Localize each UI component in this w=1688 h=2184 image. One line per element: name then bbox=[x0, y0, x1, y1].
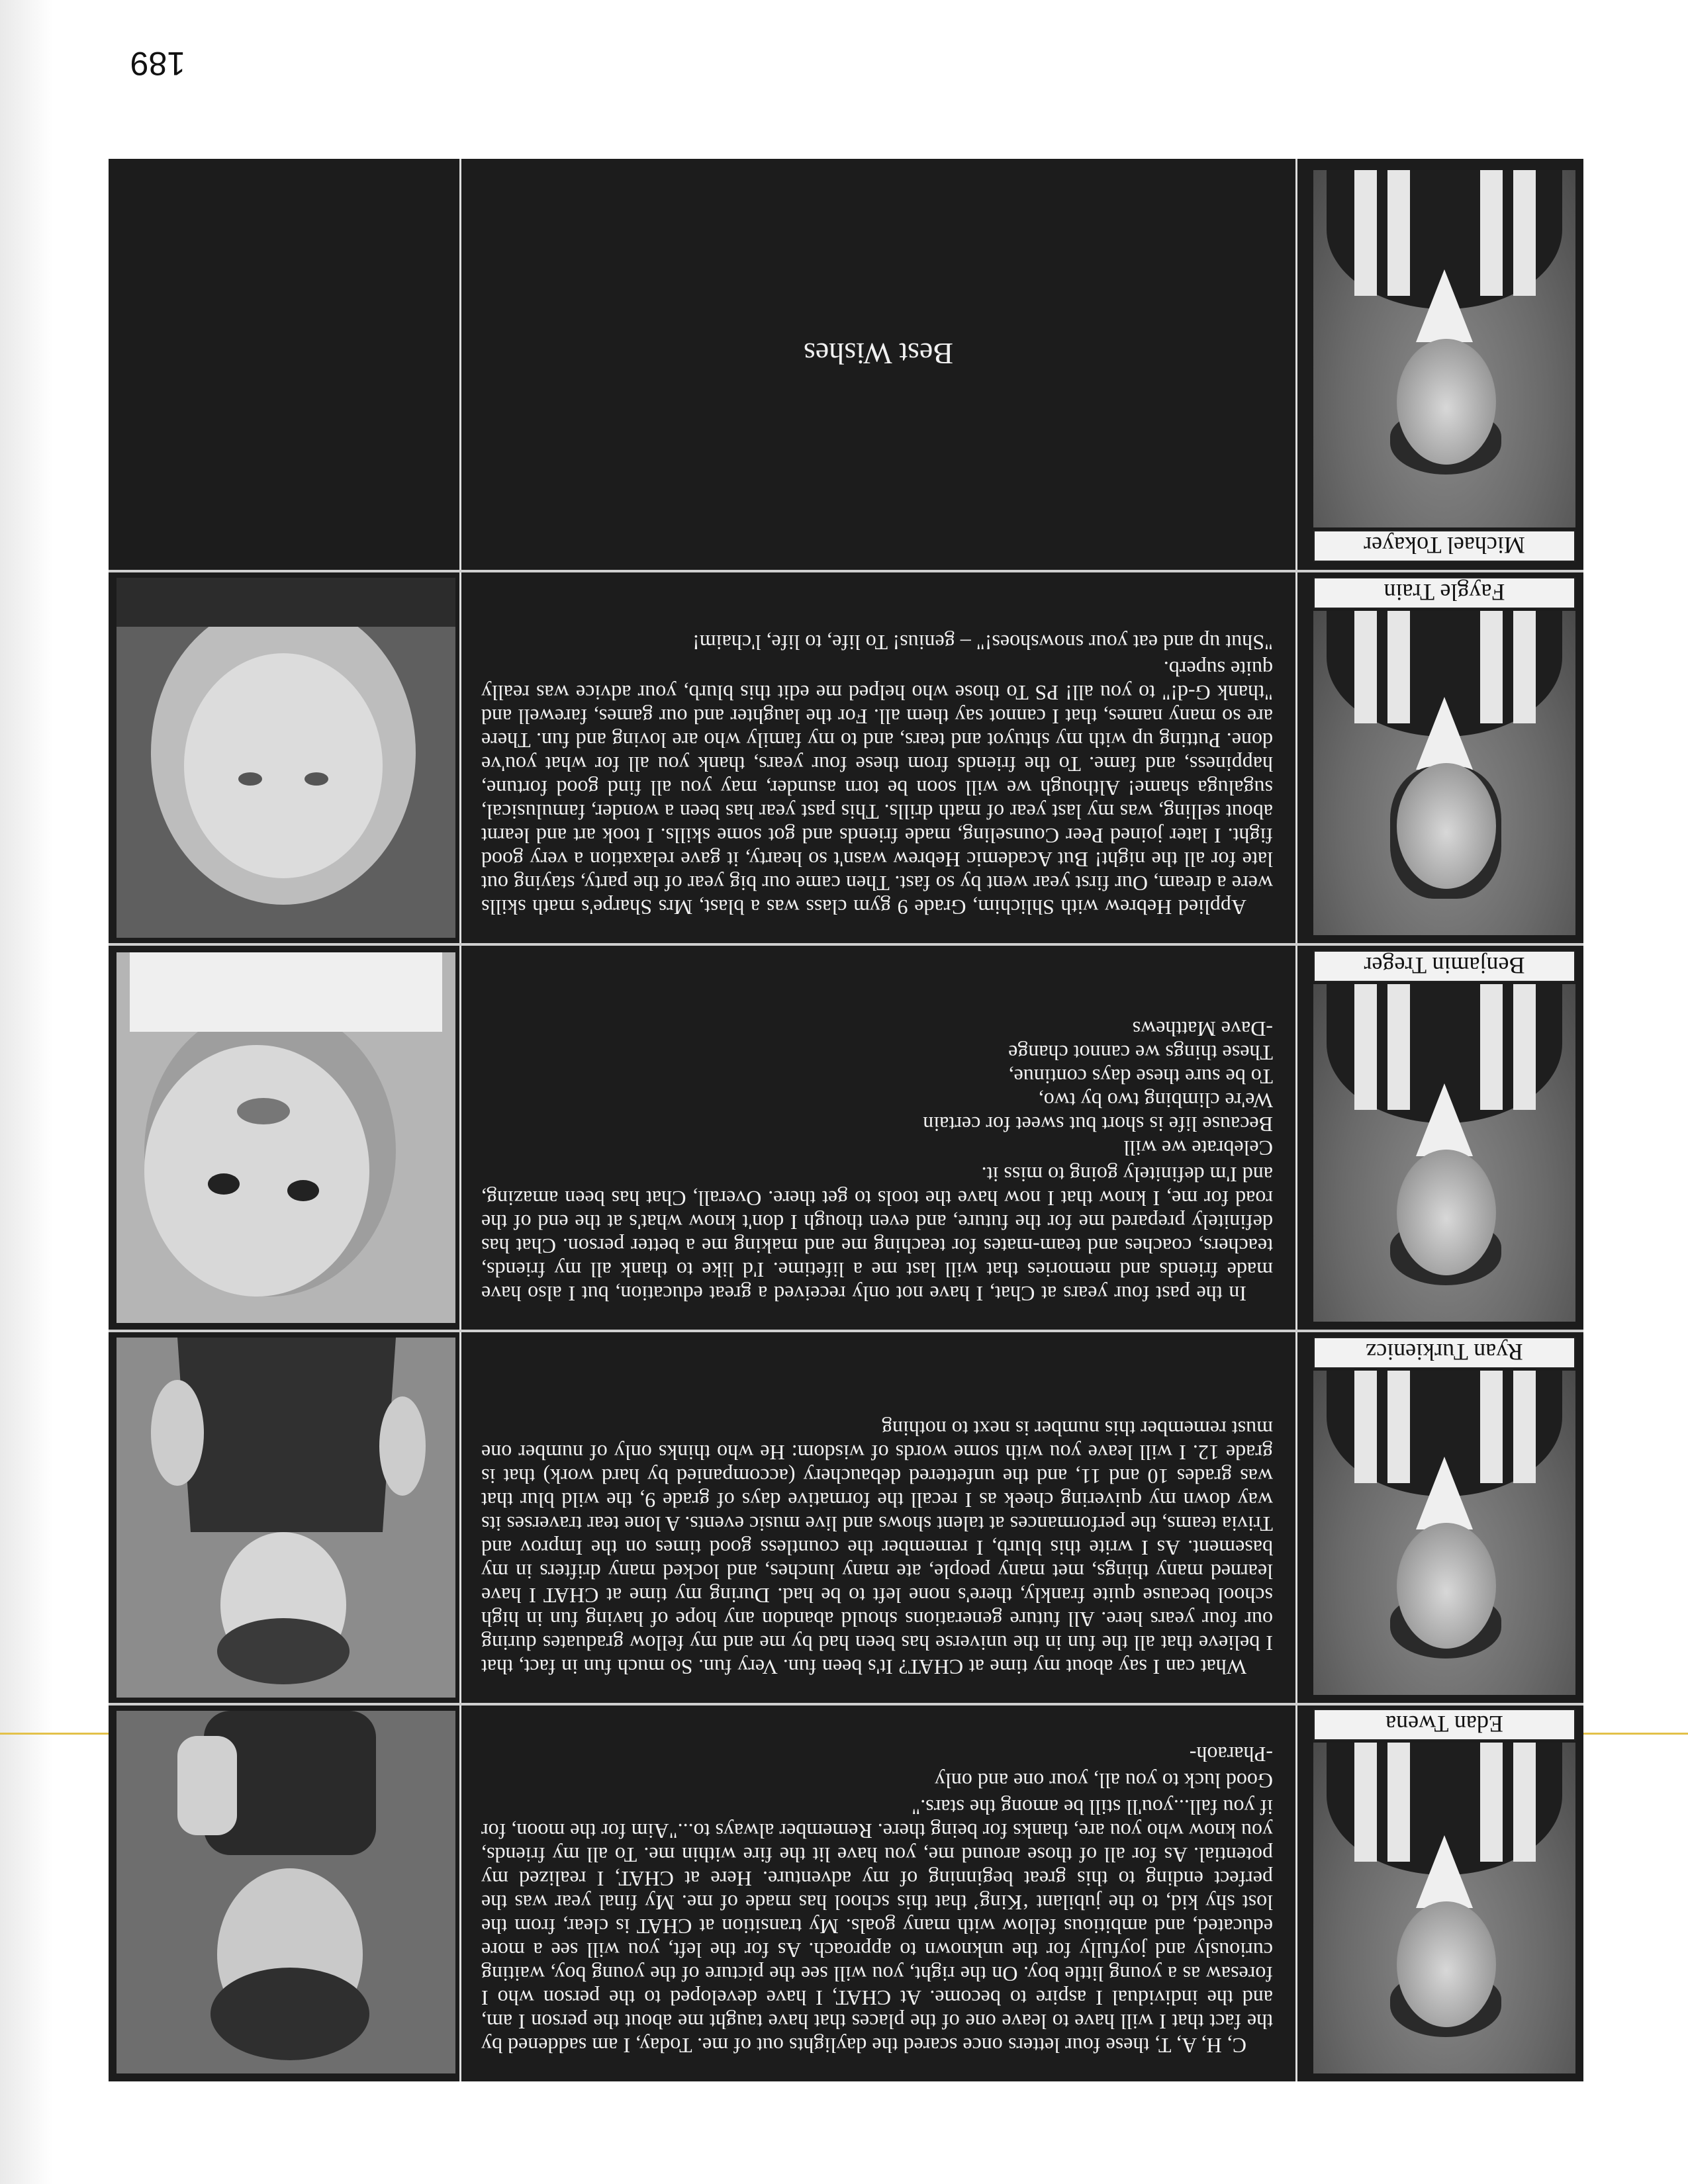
student-row bbox=[109, 572, 1583, 943]
row-divider bbox=[109, 943, 1583, 946]
graduation-portrait bbox=[1313, 984, 1575, 1322]
baby-photo bbox=[117, 1338, 455, 1698]
baby-photo-cell bbox=[117, 572, 455, 943]
graduation-portrait bbox=[1313, 1371, 1575, 1695]
baby-photo bbox=[117, 578, 455, 938]
row-divider bbox=[109, 570, 1583, 572]
poem-line: Celebrate we will bbox=[1123, 1136, 1273, 1160]
closing-panel bbox=[459, 159, 1297, 570]
student-name: Michael Tokayer bbox=[1313, 530, 1575, 562]
student-name: Ryan Turkienicz bbox=[1313, 1337, 1575, 1369]
yearbook-spread bbox=[109, 159, 1583, 2081]
student-row bbox=[109, 1704, 1583, 2081]
student-name: Faygle Train bbox=[1313, 577, 1575, 609]
student-blurb bbox=[459, 1704, 1297, 2081]
poem-attribution: -Dave Matthews bbox=[1132, 1017, 1273, 1041]
poem-line: We're climbing two by two, bbox=[1038, 1089, 1273, 1113]
student-row bbox=[109, 946, 1583, 1330]
graduation-portrait bbox=[1313, 170, 1575, 527]
baby-photo-cell bbox=[117, 1704, 455, 2081]
baby-photo-cell bbox=[117, 946, 455, 1330]
baby-photo bbox=[117, 1711, 455, 2073]
row-divider bbox=[109, 1703, 1583, 1706]
baby-photo-cell bbox=[117, 1332, 455, 1703]
blurb-quote: "Shut up and eat your snowshoes!" – genius! To life, to life, l'chaim! bbox=[692, 631, 1273, 655]
student-blurb bbox=[459, 1332, 1297, 1703]
graduation-portrait bbox=[1313, 611, 1575, 935]
best-wishes-label: Best Wishes bbox=[803, 337, 954, 371]
baby-photo bbox=[117, 952, 455, 1323]
page-number: 189 bbox=[130, 45, 185, 82]
empty-photo-cell bbox=[117, 159, 455, 570]
student-blurb bbox=[459, 946, 1297, 1330]
blurb-line: Good luck to you all, your one and only bbox=[934, 1769, 1273, 1793]
poem-line: Because life is short but sweet for certain bbox=[923, 1113, 1273, 1136]
blurb-paragraph: What can I say about my time at CHAT? It's been fun. Very fun. So much fun in fact, that I believe that all the fun in the universe has been had by me and my fellow graduates during our four years here. All future generations should abandon any hope of having fun in high school because quite frankly, there's none left to be had. During my time at CHAT I have learned many things, met many people, ate many lunches, and locked many drifters in my basement. As I write this blurb, I remember the countless good times on the Improv and Trivia teams, the performances at talent shows and live music events. A lone tear traverses its way down my quivering cheek as I recall the formative days of grade 9, the wild blur that was grades 10 and 11, and the unfettered debauchery (accompanied by hard work) that is grade 12. I will leave you with some words of wisdom: He who thinks only of number one must remember this number is next to nothing bbox=[481, 1417, 1273, 1679]
blurb-paragraph: C, H, A, T, these four letters once scared the daylights out of me. Today, I am saddened by the fact that I will have to leave one of the places that have taught me about the person I am, and the individual I aspire to become. At CHAT, I have developed to the person who I foresaw as a young little boy. On the right, you will see the picture of the young boy, waiting curiously and joyfully for the unknown to approach. As for the left, you will see a more educated, and ambitious fellow with many goals. My transition at CHAT is clear, from the lost shy kid, to the jubilant ‘King’ that this school has made of me. My final year was the perfect ending to this great beginning of my adventure. Here at CHAT, I realized my potential. As for all of those around me, you have lit the fire within me. To all my friends, you know who you are, thanks for being there. Remember always to..."Aim for the moon, for if you fall...you'll still be among the stars." bbox=[481, 1796, 1273, 2058]
student-blurb bbox=[459, 572, 1297, 943]
blurb-paragraph: In the past four years at Chat, I have not only received a great education, but I also have made friends and memories that will last me a lifetime. I'd like to thank all my friends, teachers, coaches and team-mates for teaching me and making me a better person. Chat has definitely prepared me for the future, and even though I don't know what's at the end of the road for me, I know that I now have the tools to get there. Overall, Chat has been amazing, and I'm definitely going to miss it. bbox=[481, 1163, 1273, 1306]
student-name: Benjamin Treger bbox=[1313, 950, 1575, 982]
poem-line: These things we cannot change bbox=[1008, 1041, 1273, 1065]
graduation-portrait bbox=[1313, 1743, 1575, 2073]
student-row bbox=[109, 1332, 1583, 1703]
student-row bbox=[109, 159, 1583, 570]
blurb-paragraph: Applied Hebrew with Shlichim, Grade 9 gym class was a blast, Mrs Sharpe's math skills were a dream, Our first year went by so fast. Then came our big year of the party, staying out late for all the night! But Academic Hebrew wasn't so hearty, it gave relaxation a very good fight. I later joined Peer Counseling, made friends and got some skills. I took art and learnt about selling, was my last year of math drills. This past year has been a wonder, famulusical, sugaluga shame! Although we will soon be torn asunder, may you all find good fortune, happiness, and fame. To the friends from these four years, thank you all for what you've done. Putting up with my shtuyot and tears, and to my family who are loving and fun. There are so many names, that I cannot say them all. For the laughter and our games, farewell and "thank G-d!" to you all! PS To those who helped me edit this blurb, your advice was really quite superb. bbox=[481, 657, 1273, 919]
row-divider bbox=[109, 1330, 1583, 1332]
poem-line: To be sure these days continue, bbox=[1008, 1065, 1273, 1089]
student-name: Edan Twena bbox=[1313, 1709, 1575, 1741]
blurb-signature: -Pharaoh- bbox=[1189, 1743, 1273, 1766]
